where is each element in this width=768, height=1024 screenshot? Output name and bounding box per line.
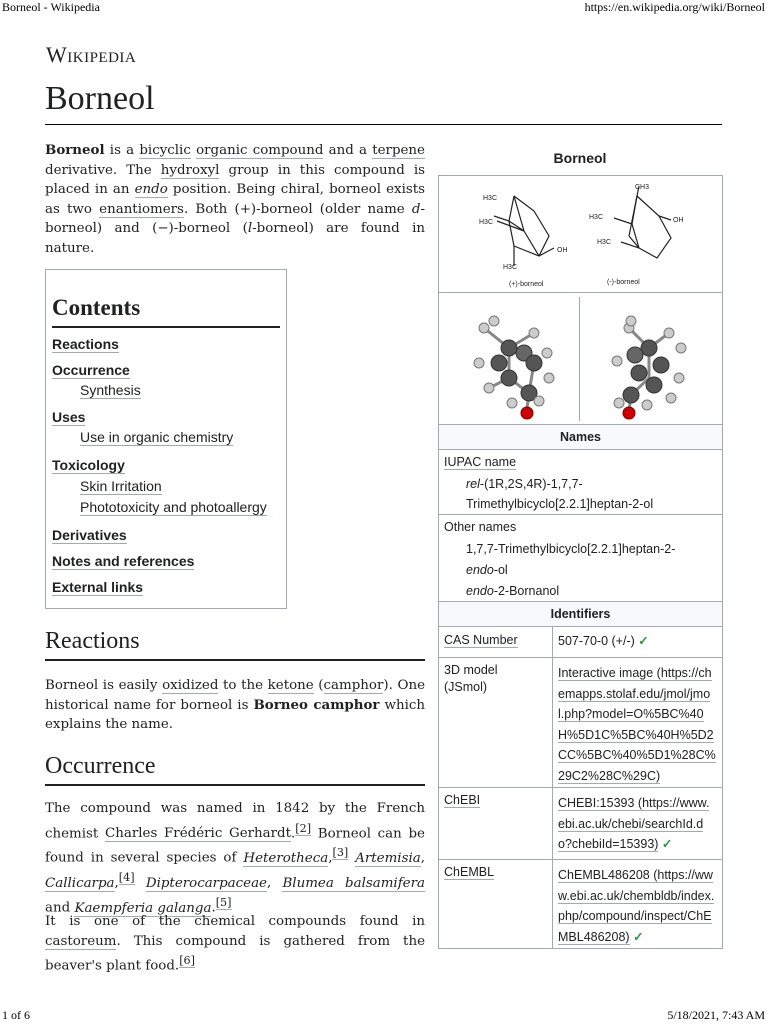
reactions-rule [45,659,425,661]
page-url[interactable]: https://en.wikipedia.org/wiki/Borneol [584,0,765,14]
link-endo[interactable]: endo [134,182,168,197]
atom-label-h3c-right: H3C [589,214,604,221]
reactions-paragraph: Borneol is easily oxidized to the ketone (camphor). One historical name for borneol is Borneo camphor which explains the name. [45,678,425,732]
link-bicyclic[interactable]: bicyclic [139,143,191,158]
link-camphor[interactable]: camphor [323,678,384,693]
atom-label-h3c-right-2: H3C [597,239,612,246]
ref-4[interactable]: [4] [118,871,135,885]
other-names-row [439,514,722,602]
occurrence-paragraph-1: The compound was named in 1842 by the French chemist Charles Frédéric Gerhardt.[2] Borneol can be found in several species of Heterotheca,[3] Artemisia, Callicarpa,[4] Dipterocarpaceae, Blumea balsamifera and Kaempferia galanga.[5] [45,801,425,916]
link-terpene[interactable]: terpene [372,143,425,158]
occurrence-paragraph-2: It is one of the chemical compounds found in castoreum. This compound is gathered from the beaver's plant food.[6] [45,914,425,974]
iupac-label[interactable]: IUPAC name [444,455,517,469]
cas-value[interactable]: 507-70-0 (+/-) ✓ [558,634,649,648]
jsmol-label[interactable]: 3D model (JSmol) [444,663,498,694]
link-blumea-balsamifera[interactable]: Blumea balsamifera [282,875,425,891]
atom-label-oh-right: OH [673,217,684,224]
infobox [438,175,723,949]
structure-label-plus: (+)-borneol [509,281,544,288]
chembl-row [439,859,722,948]
link-artemisia[interactable]: Artemisia [355,850,421,866]
jsmol-divider [552,658,553,788]
ref-6[interactable]: [6] [179,954,196,967]
link-heterotheca[interactable]: Heterotheca [243,850,329,866]
ref-5[interactable]: [5] [215,896,232,910]
intro-bold-term: Borneol [45,142,105,158]
toc-item-derivatives[interactable]: Derivatives [52,527,127,543]
other-names-value: 1,7,7-Trimethylbicyclo[2.2.1]heptan-2-endo-ol endo-2-Bornanol [466,542,676,598]
contents-title: Contents [52,295,141,320]
toc-item-notes-and-references[interactable]: Notes and references [52,553,195,569]
verified-check-icon: ✓ [661,837,673,851]
link-oxidized[interactable]: oxidized [162,678,219,693]
ref-2[interactable]: [2] [295,821,312,835]
chembl-link[interactable]: ChEMBL486208 (https://www.ebi.ac.uk/chembldb/index.php/compound/inspect/ChEMBL486208) ✓ [558,868,715,944]
wikipedia-logo[interactable] [46,42,136,68]
intro-paragraph: Borneol is a bicyclic organic compound and a terpene derivative. The hydroxyl group in this compound is placed in an endo position. Being chiral, borneol exists as two enantiomers. Both (+)-borneol (older name d-borneol) and (−)-borneol (l-borneol) are found in nature. [45,142,425,256]
names-header: Names [439,424,722,449]
toc-item-skin-irritation[interactable]: Skin Irritation [80,478,162,494]
ball-and-stick-models[interactable] [439,292,722,425]
atom-label-h3c-left: H3C [483,195,498,202]
link-castoreum[interactable]: castoreum [45,933,117,949]
chembl-label[interactable]: ChEMBL [444,865,495,879]
logo-text: Wikipedia [46,42,137,67]
print-datetime: 5/18/2021, 7:43 AM [667,1008,765,1022]
chebi-divider [552,788,553,860]
jsmol-row [439,657,722,788]
chebi-link[interactable]: CHEBI:15393 (https://www.ebi.ac.uk/chebi/searchId.do?chebiId=15393) ✓ [558,796,710,851]
atom-label-ch3-right: CH3 [635,184,650,191]
title-rule [45,124,722,125]
heading-occurrence: Occurrence [45,753,156,779]
atom-label-h3c-left-2: H3C [479,219,494,226]
tab-title: Borneol - Wikipedia [2,0,100,14]
ref-3[interactable]: [3] [332,846,349,860]
link-callicarpa[interactable]: Callicarpa [45,875,115,891]
structure-label-minus: (-)-borneol [607,279,640,286]
toc-item-reactions[interactable]: Reactions [52,336,119,352]
toc-item-use-in-organic-chemistry[interactable]: Use in organic chemistry [80,429,234,445]
occurrence-rule [45,784,425,786]
page-number: 1 of 6 [2,1008,30,1022]
link-gerhardt[interactable]: Charles Frédéric Gerhardt [104,825,291,841]
chebi-label[interactable]: ChEBI [444,793,481,807]
link-ketone[interactable]: ketone [267,678,314,693]
toc-item-toxicology[interactable]: Toxicology [52,457,125,473]
toc-item-phototoxicity[interactable]: Phototoxicity and photoallergy [80,499,267,515]
link-dipterocarpaceae[interactable]: Dipterocarpaceae [145,875,267,891]
toc-item-synthesis[interactable]: Synthesis [80,382,141,398]
link-hydroxyl[interactable]: hydroxyl [160,162,220,178]
page-title: Borneol [45,80,155,117]
toc-item-occurrence[interactable]: Occurrence [52,362,130,378]
structure-diagrams[interactable] [439,176,722,292]
cas-row [439,626,722,658]
atom-label-h3c-left-3: H3C [503,264,518,271]
cas-divider [552,627,553,658]
iupac-row [439,449,722,515]
link-organic-compound[interactable]: organic compound [196,143,324,158]
identifiers-header: Identifiers [439,601,722,627]
chebi-row [439,787,722,860]
iupac-value: rel-(1R,2S,4R)-1,7,7-Trimethylbicyclo[2.2.1]heptan-2-ol [466,477,654,511]
borneol-structure-svg [439,176,722,292]
heading-reactions: Reactions [45,628,140,654]
infobox-title: Borneol [553,150,607,166]
models-svg [439,293,722,425]
cas-label[interactable]: CAS Number [444,633,518,647]
chembl-divider [552,860,553,948]
toc-item-uses[interactable]: Uses [52,409,86,425]
contents-rule [52,326,280,328]
toc-item-external-links[interactable]: External links [52,579,144,595]
verified-check-icon: ✓ [638,634,649,648]
atom-label-oh-left: OH [557,247,568,254]
other-names-label: Other names [444,520,517,534]
verified-check-icon: ✓ [633,929,644,944]
jsmol-link[interactable]: Interactive image (https://chemapps.stolaf.edu/jmol/jmol.php?model=O%5BC%40H%5D1C%5BC%40H%5D2CC%5BC%40%5D1%28C%29C2%28C%29C) [558,666,716,783]
table-of-contents [45,269,287,609]
link-enantiomers[interactable]: enantiomers [99,201,184,217]
link-kaempferia-galanga[interactable]: Kaempferia galanga [74,900,212,916]
